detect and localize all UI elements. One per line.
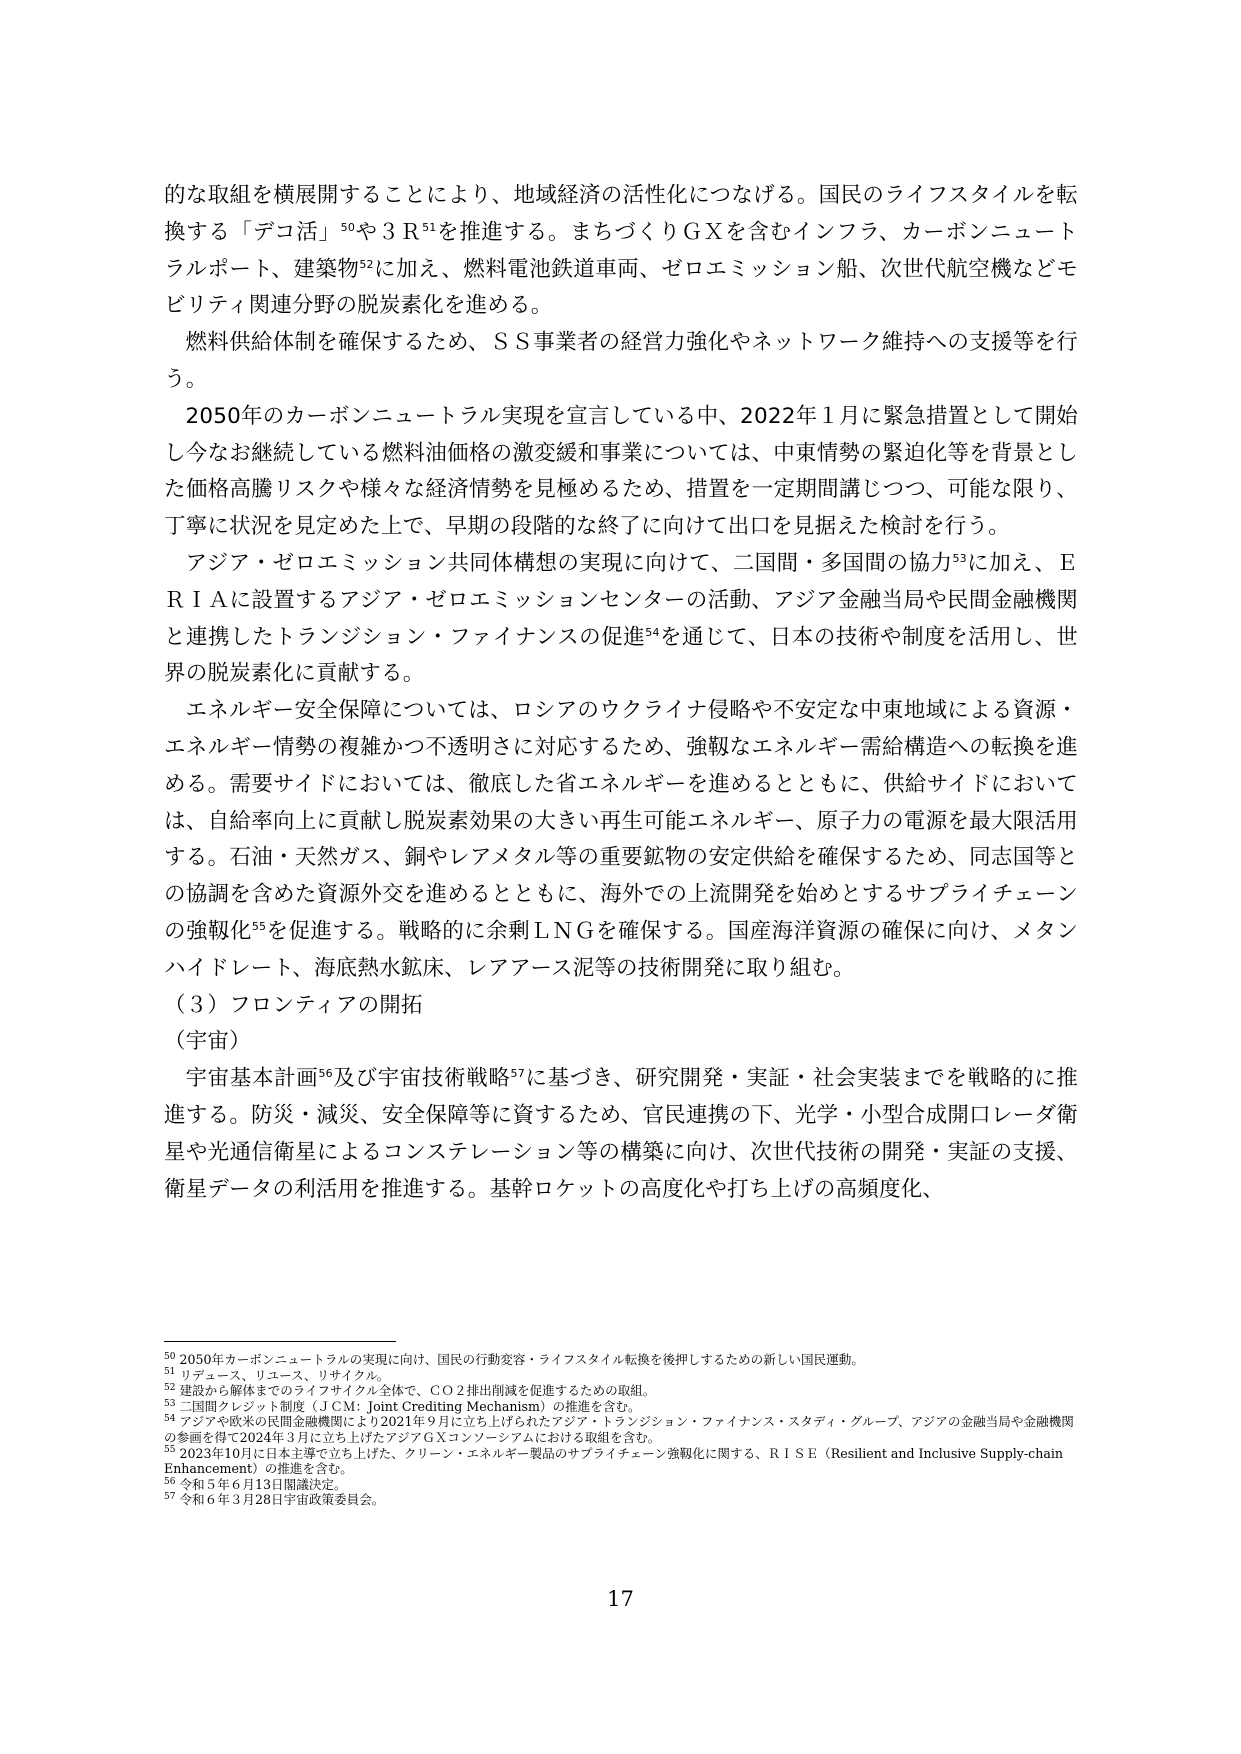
text-run: に基づき、研究開発・実証・社会実装までを戦略的に推進する。防災・減災、安全保障等に資するため、官民連携の下、光学・小型合成開口レーダ衛星や光通信衛星によるコンステレーション等の構築に向け、次世代技術の開発・実証の支援、衛星データの利活用を推進する。基幹ロケットの高度化や打ち上げの高頻度化、 (164, 1066, 1078, 1202)
body-paragraph (164, 546, 1078, 693)
footnote-text: リデュース、リユース、リサイクル。 (179, 1367, 390, 1383)
body-paragraph (164, 178, 1078, 325)
footnote-text: 2050年カーボンニュートラルの実現に向け、国民の行動変容・ライフスタイル転換を後押しするための新しい国民運動。 (179, 1352, 864, 1367)
space-paragraph (164, 1061, 1078, 1208)
footnote-number: 56 (164, 1476, 176, 1487)
text-run: 及び宇宙技術戦略 (332, 1066, 511, 1092)
text-run: を推進する。まちづくりＧＸを含むインフラ、カーボンニュートラルポート、建築物 (164, 219, 1078, 282)
footnote-text: 建設から解体までのライフサイクル全体で、ＣＯ２排出削減を促進するための取組。 (179, 1383, 656, 1399)
footnote (164, 1352, 1082, 1368)
footnote-number: 57 (164, 1492, 176, 1503)
text-run: や３Ｒ (355, 219, 423, 245)
footnote (164, 1399, 1082, 1415)
footnote-text: アジアや欧米の民間金融機関により2021年９月に立ち上げられたアジア・トランジション・ファイナンス・スタディ・グループ、アジアの金融当局や金融機関の参画を得て2024年３月に立ち上げたアジアＧＸコンソーシアムにおける取組を含む。 (164, 1414, 1074, 1445)
text-run: 的な取組を横展開することにより、地域経済の活性化につなげる。国民のライフスタイルを転換する「デコ活」 (164, 183, 1078, 245)
body-paragraph (164, 693, 1078, 987)
space-paragraph-container (164, 1061, 1078, 1208)
text-run: を促進する。戦略的に余剰ＬＮＧを確保する。国産海洋資源の確保に向け、メタンハイドレート、海底熱水鉱床、レアアース泥等の技術開発に取り組む。 (164, 918, 1078, 981)
footnote (164, 1446, 1082, 1477)
body-text (164, 178, 1078, 1208)
text-run: 燃料供給体制を確保するため、ＳＳ事業者の経営力強化やネットワーク維持への支援等を行う。 (164, 330, 1078, 392)
footnote-separator (164, 1341, 396, 1342)
footnote (164, 1368, 1082, 1384)
subsection-heading: （宇宙） (164, 1029, 251, 1055)
footnote-text: 2023年10月に日本主導で立ち上げた、クリーン・エネルギー製品のサプライチェーン強靱化に関する、ＲＩＳＥ（Resilient and Inclusive Supply-chain Enhancement）の推進を含む。 (164, 1445, 1063, 1477)
text-run: 宇宙基本計画 (185, 1066, 319, 1092)
page-number: 17 (607, 1587, 634, 1611)
footnote-ref: 56 (318, 1066, 333, 1080)
text-run: 2050年のカーボンニュートラル実現を宣言している中、2022年１月に緊急措置として開始し今なお継続している燃料油価格の激変緩和事業については、中東情勢の緊迫化等を背景とした価格高騰リスクや様々な経済情勢を見極めるため、措置を一定期間講じつつ、可能な限り、丁寧に状況を見定めた上で、早期の段階的な終了に向けて出口を見据えた検討を行う。 (164, 403, 1078, 540)
footnote-number: 54 (164, 1414, 176, 1425)
footnote-ref: 53 (952, 551, 967, 565)
footnote-number: 51 (164, 1367, 176, 1378)
body-paragraph (164, 399, 1078, 546)
text-run: を通じて、日本の技術や制度を活用し、世界の脱炭素化に貢献する。 (164, 624, 1079, 687)
footnote (164, 1477, 1082, 1493)
footnote-number: 55 (164, 1445, 176, 1456)
footnote-ref: 55 (251, 919, 267, 933)
body-paragraph (164, 325, 1078, 399)
footnote-number: 50 (164, 1351, 176, 1362)
section-heading: （３）フロンティアの開拓 (164, 992, 423, 1018)
paragraph-list (164, 178, 1078, 988)
footnote-number: 52 (164, 1383, 176, 1393)
footnote-ref: 52 (359, 257, 374, 271)
footnote-number: 53 (164, 1398, 176, 1409)
text-run: エネルギー安全保障については、ロシアのウクライナ侵略や不安定な中東地域による資源・エネルギー情勢の複雑かつ不透明さに対応するため、強靱なエネルギー需給構造への転換を進める。需要サイドにおいては、徹底した省エネルギーを進めるとともに、供給サイドにおいては、自給率向上に貢献し脱炭素効果の大きい再生可能エネルギー、原子力の電源を最大限活用する。石油・天然ガス、銅やレアメタル等の重要鉱物の安定供給を確保するため、同志国等との協調を含めた資源外交を進めるとともに、海外での上流開発を始めとするサプライチェーンの強靱化 (164, 698, 1078, 944)
footnote (164, 1492, 1082, 1508)
footnote-text: 令和６年３月28日宇宙政策委員会。 (179, 1492, 385, 1508)
footnote-ref: 51 (422, 220, 437, 234)
footnote-ref: 57 (510, 1066, 525, 1080)
footnotes (164, 1352, 1082, 1508)
footnote-ref: 50 (340, 220, 356, 234)
footnote-ref: 54 (645, 625, 660, 639)
text-run: アジア・ゼロエミッション共同体構想の実現に向けて、二国間・多国間の協力 (185, 550, 953, 576)
text-run: に加え、燃料電池鉄道車両、ゼロエミッション船、次世代航空機などモビリティ関連分野の脱炭素化を進める。 (164, 256, 1078, 319)
footnote-text: 令和５年６月13日閣議決定。 (179, 1476, 347, 1492)
footnote (164, 1383, 1082, 1399)
text-run: に加え、ＥＲＩＡに設置するアジア・ゼロエミッションセンターの活動、アジア金融当局や民間金融機関と連携したトランジション・ファイナンスの促進 (164, 550, 1079, 650)
footnote (164, 1414, 1082, 1445)
footnote-text: 二国間クレジット制度（ＪＣＭ：Joint Crediting Mechanism）の推進を含む。 (179, 1398, 641, 1414)
